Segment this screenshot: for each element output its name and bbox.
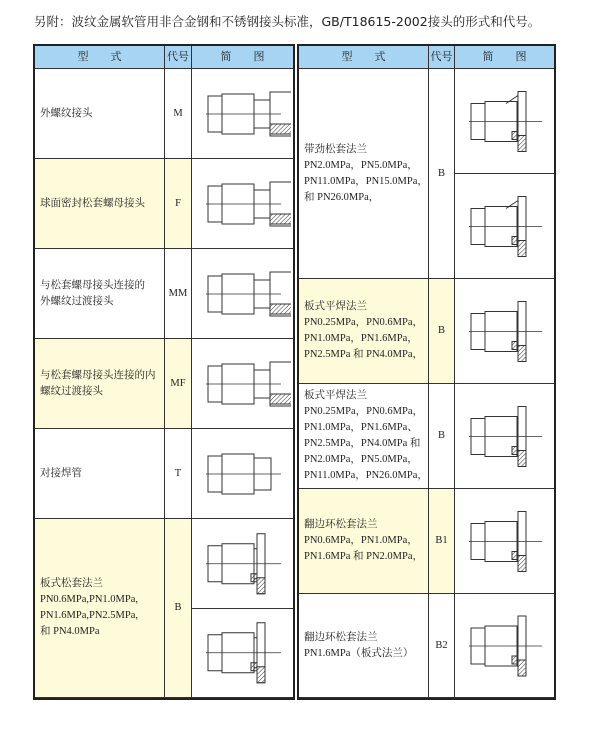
left-table bbox=[33, 44, 295, 700]
diagram-male-thread-fitting bbox=[192, 69, 293, 159]
row-type bbox=[299, 279, 429, 384]
type-line: 和 PN4.0MPa bbox=[40, 626, 100, 637]
type-line: 与松套螺母接头连接的 bbox=[40, 279, 145, 291]
type-line: PN2.0MPa，PN5.0MPa， bbox=[304, 454, 418, 465]
type-line: 带劲松套法兰 bbox=[304, 143, 367, 155]
row-type bbox=[35, 69, 165, 159]
type-line: 球面密封松套螺母接头 bbox=[40, 197, 145, 209]
header-diagram: 简 图 bbox=[192, 46, 293, 69]
row-type bbox=[299, 69, 429, 279]
type-line: 外螺纹接头 bbox=[40, 107, 93, 119]
header-type: 型 式 bbox=[299, 46, 429, 69]
header-diagram: 简 图 bbox=[455, 46, 554, 69]
row-type bbox=[35, 159, 165, 249]
row-code: T bbox=[165, 429, 192, 519]
type-line: PN1.0MPa，PN1.6MPa， bbox=[304, 333, 418, 344]
diagram-loose-flange bbox=[192, 519, 293, 609]
diagram-male-adapter bbox=[192, 249, 293, 339]
row-code: MF bbox=[165, 339, 192, 429]
row-code: F bbox=[165, 159, 192, 249]
diagram-loose-flange-2 bbox=[192, 609, 293, 699]
type-line: PN1.6MPa（板式法兰） bbox=[304, 647, 414, 659]
row-code: B bbox=[429, 69, 455, 279]
type-line: 与松套螺母接头连接的内 bbox=[40, 369, 156, 381]
row-type bbox=[299, 489, 429, 594]
type-line: 翻边环松套法兰 bbox=[304, 631, 378, 643]
type-line: 翻边环松套法兰 bbox=[304, 519, 378, 530]
type-line: PN0.25MPa，PN0.6MPa， bbox=[304, 317, 424, 328]
row-code: M bbox=[165, 69, 192, 159]
type-line: PN0.6MPa,PN1.0MPa, bbox=[40, 594, 139, 605]
diagram-female-adapter bbox=[192, 339, 293, 429]
diagram-slip-on-flange-2 bbox=[455, 384, 554, 489]
type-line: 板式松套法兰 bbox=[40, 578, 103, 589]
diagram-lap-joint-flange bbox=[455, 489, 554, 594]
type-line: 板式平焊法兰 bbox=[304, 390, 367, 401]
row-code: B bbox=[429, 384, 455, 489]
type-line: PN2.0MPa，PN5.0MPa， bbox=[304, 159, 418, 171]
diagram-neck-loose-flange-2 bbox=[455, 174, 554, 279]
row-type bbox=[35, 339, 165, 429]
row-code: MM bbox=[165, 249, 192, 339]
type-line: PN11.0MPa，PN26.0MPa， bbox=[304, 470, 428, 481]
type-line: 对接焊管 bbox=[40, 467, 82, 479]
type-line: PN0.25MPa，PN0.6MPa， bbox=[304, 406, 424, 417]
type-line: 外螺纹过渡接头 bbox=[40, 295, 114, 307]
diagram-lap-joint-flange-2 bbox=[455, 594, 554, 698]
row-type bbox=[35, 249, 165, 339]
row-type bbox=[35, 519, 165, 698]
row-code: B2 bbox=[429, 594, 455, 698]
type-line: PN2.5MPa 和 PN4.0MPa， bbox=[304, 349, 424, 360]
type-line: PN11.0MPa，PN15.0MPa， bbox=[304, 175, 428, 187]
type-line: PN2.5MPa，PN4.0MPa 和 bbox=[304, 438, 421, 449]
type-line: PN1.6MPa 和 PN2.0MPa， bbox=[304, 551, 424, 562]
row-code: B1 bbox=[429, 489, 455, 594]
row-type bbox=[35, 429, 165, 519]
type-line: PN1.6MPa,PN2.5MPa, bbox=[40, 610, 139, 621]
row-type bbox=[299, 384, 429, 489]
caption: 另附：波纹金属软管用非合金钢和不锈钢接头标准，GB/T18615-2002接头的形式和代号。 bbox=[34, 14, 541, 29]
row-code: B bbox=[429, 279, 455, 384]
header-code: 代号 bbox=[165, 46, 192, 69]
diagram-butt-weld-pipe bbox=[192, 429, 293, 519]
type-line: PN0.6MPa，PN1.0MPa， bbox=[304, 535, 418, 546]
type-line: 螺纹过渡接头 bbox=[40, 385, 103, 397]
header-code: 代号 bbox=[429, 46, 455, 69]
type-line: PN1.0MPa，PN1.6MPa、 bbox=[304, 422, 418, 433]
row-code: B bbox=[165, 519, 192, 698]
row-type bbox=[299, 594, 429, 698]
diagram-slip-on-flange bbox=[455, 279, 554, 384]
header-type: 型 式 bbox=[35, 46, 165, 69]
diagram-neck-loose-flange bbox=[455, 69, 554, 174]
type-line: 板式平焊法兰 bbox=[304, 301, 367, 312]
type-line: 和 PN26.0MPa， bbox=[304, 191, 380, 203]
diagram-swivel-nut-fitting bbox=[192, 159, 293, 249]
right-table bbox=[297, 44, 556, 700]
